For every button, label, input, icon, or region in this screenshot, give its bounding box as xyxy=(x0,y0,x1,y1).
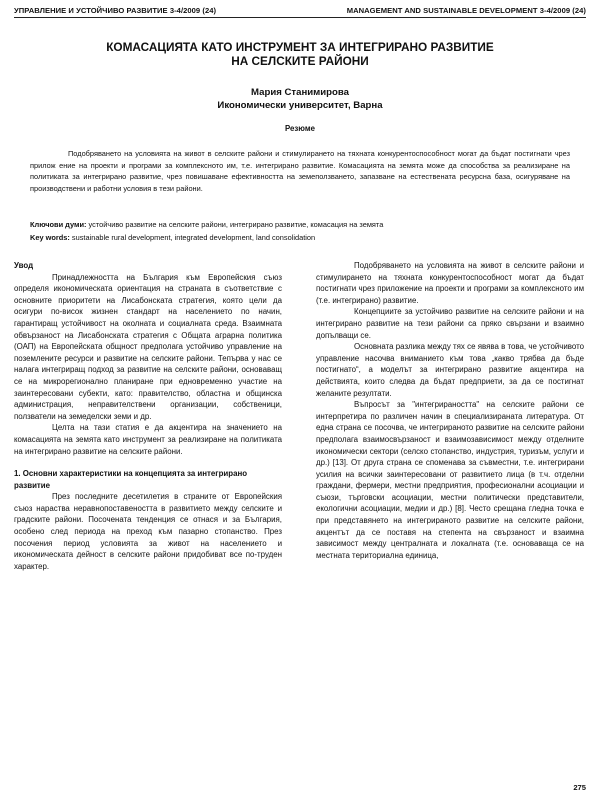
author-block xyxy=(0,86,600,112)
running-header xyxy=(14,6,586,18)
keywords-en-label: Key words: xyxy=(30,233,70,242)
intro-paragraph-2: Целта на тази статия е да акцентира на значението на комасацията на земята като инструмент за реализиране на политиката на интегрирано развитие на селските райони. xyxy=(14,423,282,456)
keywords-en xyxy=(30,232,570,243)
right-paragraph-4: Въпросът за "интегрираността" на селските райони се интерпретира по различен начин в специализираната литература. От една страна се посочва, че интегрираното развитие на селските райони предполага взаимосвързаност и взаимозависимост между отделните икономически сектори (селско стопанство, индустрия, туризъм, услуги и др.) [13]. От друга страна се споменава за съвместни, т.е. интегрирани усилия на всички заинтересовани от развитието лица (в т.ч. отделни граждани, фермери, местни предприятия, професионални асоциации и съюзи, търговски асоциации, местни политически представители, екологични асоциации, медии и др.) [8]. Често срещана гледна точка е при представянето на интегрираното развитие на селските райони, акцентът да се поставя на степента на свързаност и взаимна зависимост между централната и локалната (т.е. основаваща се на местната териториална единица, xyxy=(316,400,584,560)
page-number: 275 xyxy=(573,783,586,792)
article-title-line-1: КОМАСАЦИЯТА КАТО ИНСТРУМЕНТ ЗА ИНТЕГРИРАНО РАЗВИТИЕ xyxy=(106,40,494,54)
article-title xyxy=(0,40,600,68)
section-1-paragraph-1: През последните десетилетия в страните от Европейския съюз нараства неравнопоставеността в развитието между селските и градските райони. Посочената тенденция се отнася и за България, особено след периода на преход към пазарно стопанство. През посочения период условията за живот на населението и икономическата дейност в селските райони придобиват все по-труден характер. xyxy=(14,492,282,571)
author-name: Мария Станимирова xyxy=(251,87,349,98)
intro-paragraph-1: Принадлежността на България към Европейския съюз определя икономическата ориентация на страната в съответствие с основните приоритети на Лисабонската стратегия, която цели да осигури по-висок жизнен стандарт на населението по начин, гарантиращ устойчивост на околната и социалната среда. Взаимната обвързаност на Лисабонската стратегия с Общата аграрна политика (ОАП) на Европейската общност предполага устойчиво управление на поземлените ресурси и развитие на селските райони. Тепърва у нас се налага интегриращ подход за развитие на селските райони, основаващ се на микрорегионално планиране при едновременно участие на заинтересовани субекти, като: правителство, областна и общинска администрация, неправителствени организации, собственици, ползватели на земеделски земи и др. xyxy=(14,272,282,421)
article-title-line-2: НА СЕЛСКИТЕ РАЙОНИ xyxy=(231,54,369,68)
abstract-heading: Резюме xyxy=(285,124,315,133)
section-gap xyxy=(14,457,282,468)
right-paragraph-1: Подобряването на условията на живот в селските райони и стимулирането на тяхната конкурентоспособност могат да бъдат постигнати чрез приложение на проекти и програми за комплексното им (т.е. интегрирано) развитие. xyxy=(316,261,584,305)
author-affiliation: Икономически университет, Варна xyxy=(217,100,383,111)
left-column xyxy=(14,260,282,572)
keywords-bg xyxy=(30,219,570,230)
right-paragraph-3: Основната разлика между тях се явява в това, че устойчивото управление насочва вниманието към това „какво трябва да бъде постигнато“, а моделът за интегрирано развитие акцентира на действията, които следва да бъдат предприети, за да се постигнат желаните резултати. xyxy=(316,342,584,398)
right-paragraph-2: Концепциите за устойчиво развитие на селските райони и на интегрирано развитие на тези райони са пряко свързани и взаимно допълващи се. xyxy=(316,307,584,340)
keywords-bg-text: устойчиво развитие на селските райони, интегрирано развитие, комасация на земята xyxy=(86,220,384,229)
keywords-bg-label: Ключови думи: xyxy=(30,220,87,229)
right-column xyxy=(316,260,584,561)
keywords-en-text: sustainable rural development, integrated development, land consolidation xyxy=(69,233,316,242)
abstract-text: Подобряването на условията на живот в селските райони и стимулирането на тяхната конкурентоспособност могат да бъдат постигнати чрез прилож ение на проекти и програми за комплексното им, т.е. интегрирано развитие. Комасацията на земята може да способства за реализиране на политиката за интегрирано развитие, чрез повишаване ефективността на земеползването, запазване на естествената ресурсна база, осигуряване на производствени и работни условия в тези райони. xyxy=(30,149,570,193)
intro-heading: Увод xyxy=(14,261,34,270)
running-header-right: MANAGEMENT AND SUSTAINABLE DEVELOPMENT 3-4/2009 (24) xyxy=(346,6,586,15)
running-header-left: УПРАВЛЕНИЕ И УСТОЙЧИВО РАЗВИТИЕ 3-4/2009 (24) xyxy=(14,6,217,15)
section-1-heading: 1. Основни характеристики на концепцията за интегрирано развитие xyxy=(14,469,248,490)
